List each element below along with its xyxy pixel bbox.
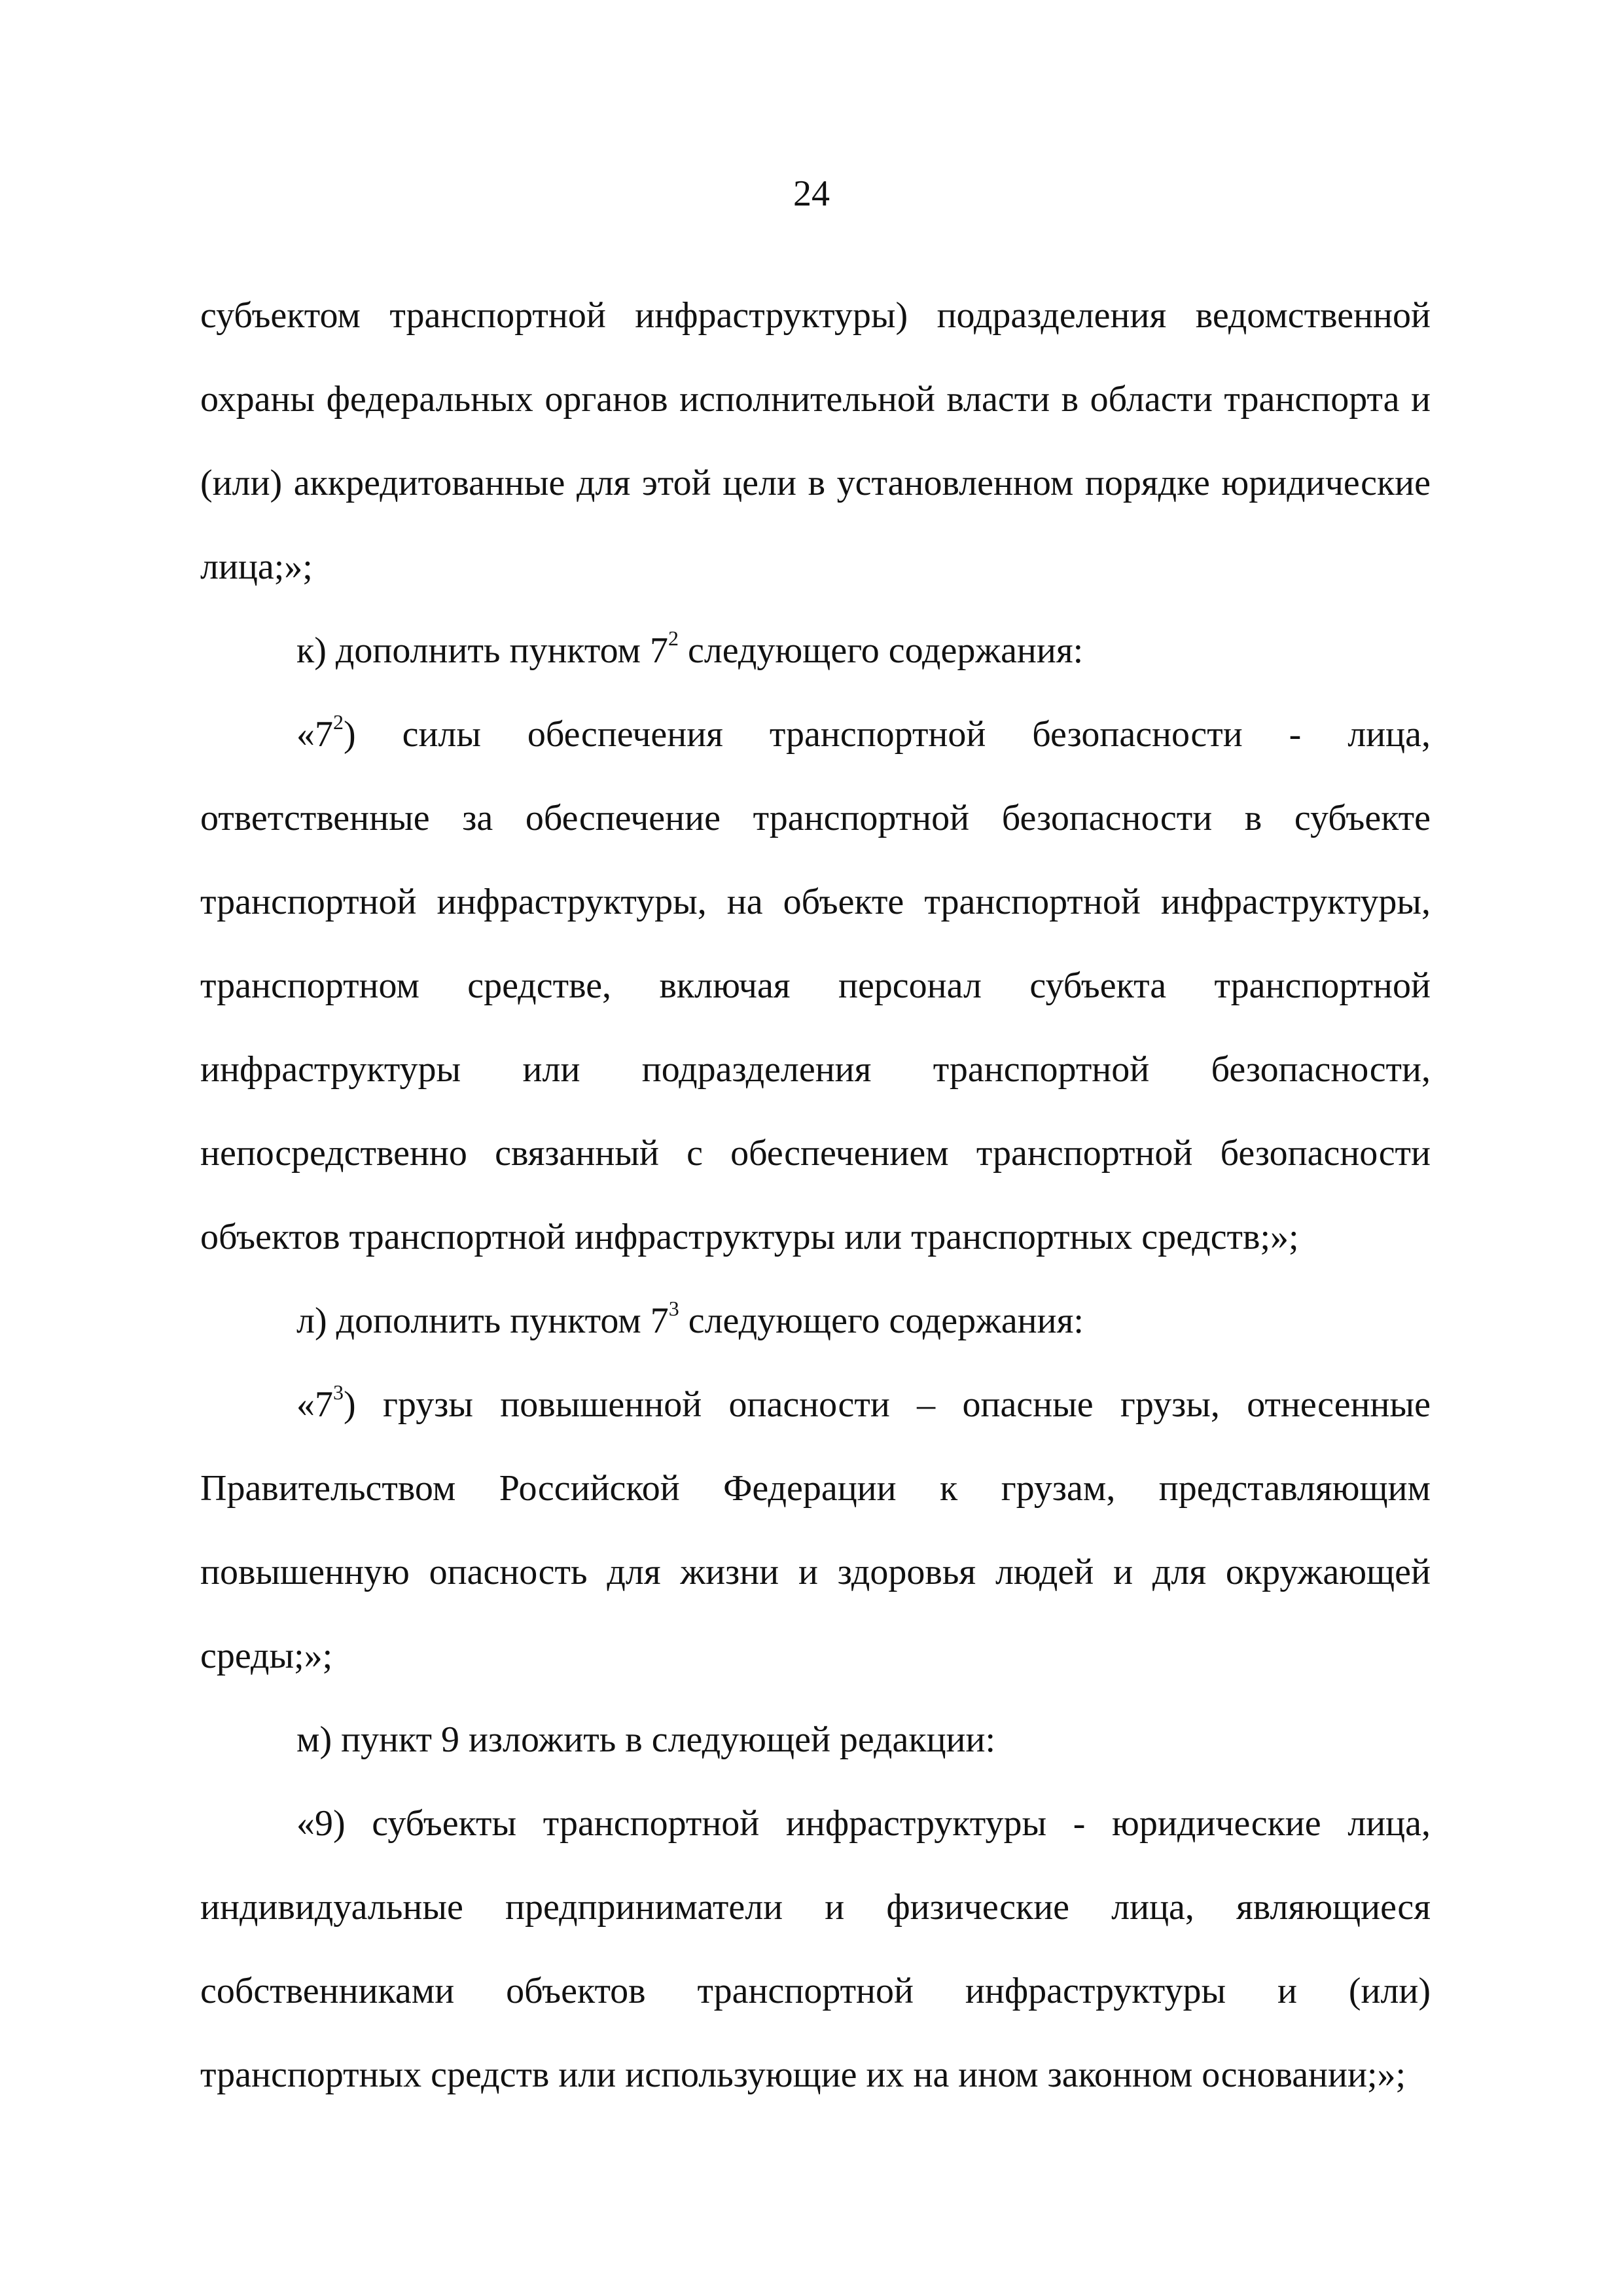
superscript: 2 xyxy=(668,626,679,651)
text-fragment: ) грузы повышенной опасности – опасные грузы, отнесенные Правительством Российской Федерации к грузам, представляющим повышенную опасность для жизни и здоровья людей и для окружающей среды;»; xyxy=(200,1384,1431,1676)
paragraph-definition-7-2 xyxy=(200,692,1431,1279)
text-fragment: л) дополнить пунктом 7 xyxy=(296,1300,669,1341)
document-body xyxy=(200,274,1431,2117)
page-number: 24 xyxy=(793,173,830,214)
paragraph-item-k xyxy=(200,609,1431,692)
text-fragment: следующего содержания: xyxy=(679,1300,1084,1341)
text-fragment: «7 xyxy=(296,1384,333,1425)
paragraph-continuation: субъектом транспортной инфраструктуры) подразделения ведомственной охраны федеральных органов исполнительной власти в области транспорта и (или) аккредитованные для этой цели в установленном порядке юридические лица;»; xyxy=(200,295,1431,587)
text-fragment: к) дополнить пунктом 7 xyxy=(296,630,668,671)
text-fragment: следующего содержания: xyxy=(678,630,1084,671)
superscript: 2 xyxy=(333,710,344,734)
paragraph-item-m: м) пункт 9 изложить в следующей редакции: xyxy=(296,1719,996,1760)
superscript: 3 xyxy=(668,1297,679,1321)
paragraph-item-l xyxy=(200,1279,1431,1363)
text-fragment: «7 xyxy=(296,714,333,755)
paragraph-definition-9: «9) субъекты транспортной инфраструктуры - юридические лица, индивидуальные предприниматели и физические лица, являющиеся собственниками объектов транспортной инфраструктуры и (или) транспортных средств или использующие их на ином законном основании;»; xyxy=(200,1803,1431,2095)
paragraph-definition-7-3 xyxy=(200,1363,1431,1698)
superscript: 3 xyxy=(333,1380,344,1405)
text-fragment: ) силы обеспечения транспортной безопасности - лица, ответственные за обеспечение транспортной безопасности в субъекте транспортной инфраструктуры, на объекте транспортной инфраструктуры, транспортном средстве, включая персонал субъекта транспортной инфраструктуры или подразделения транспортной безопасности, непосредственно связанный с обеспечением транспортной безопасности объектов транспортной инфраструктуры или транспортных средств;»; xyxy=(200,714,1431,1257)
